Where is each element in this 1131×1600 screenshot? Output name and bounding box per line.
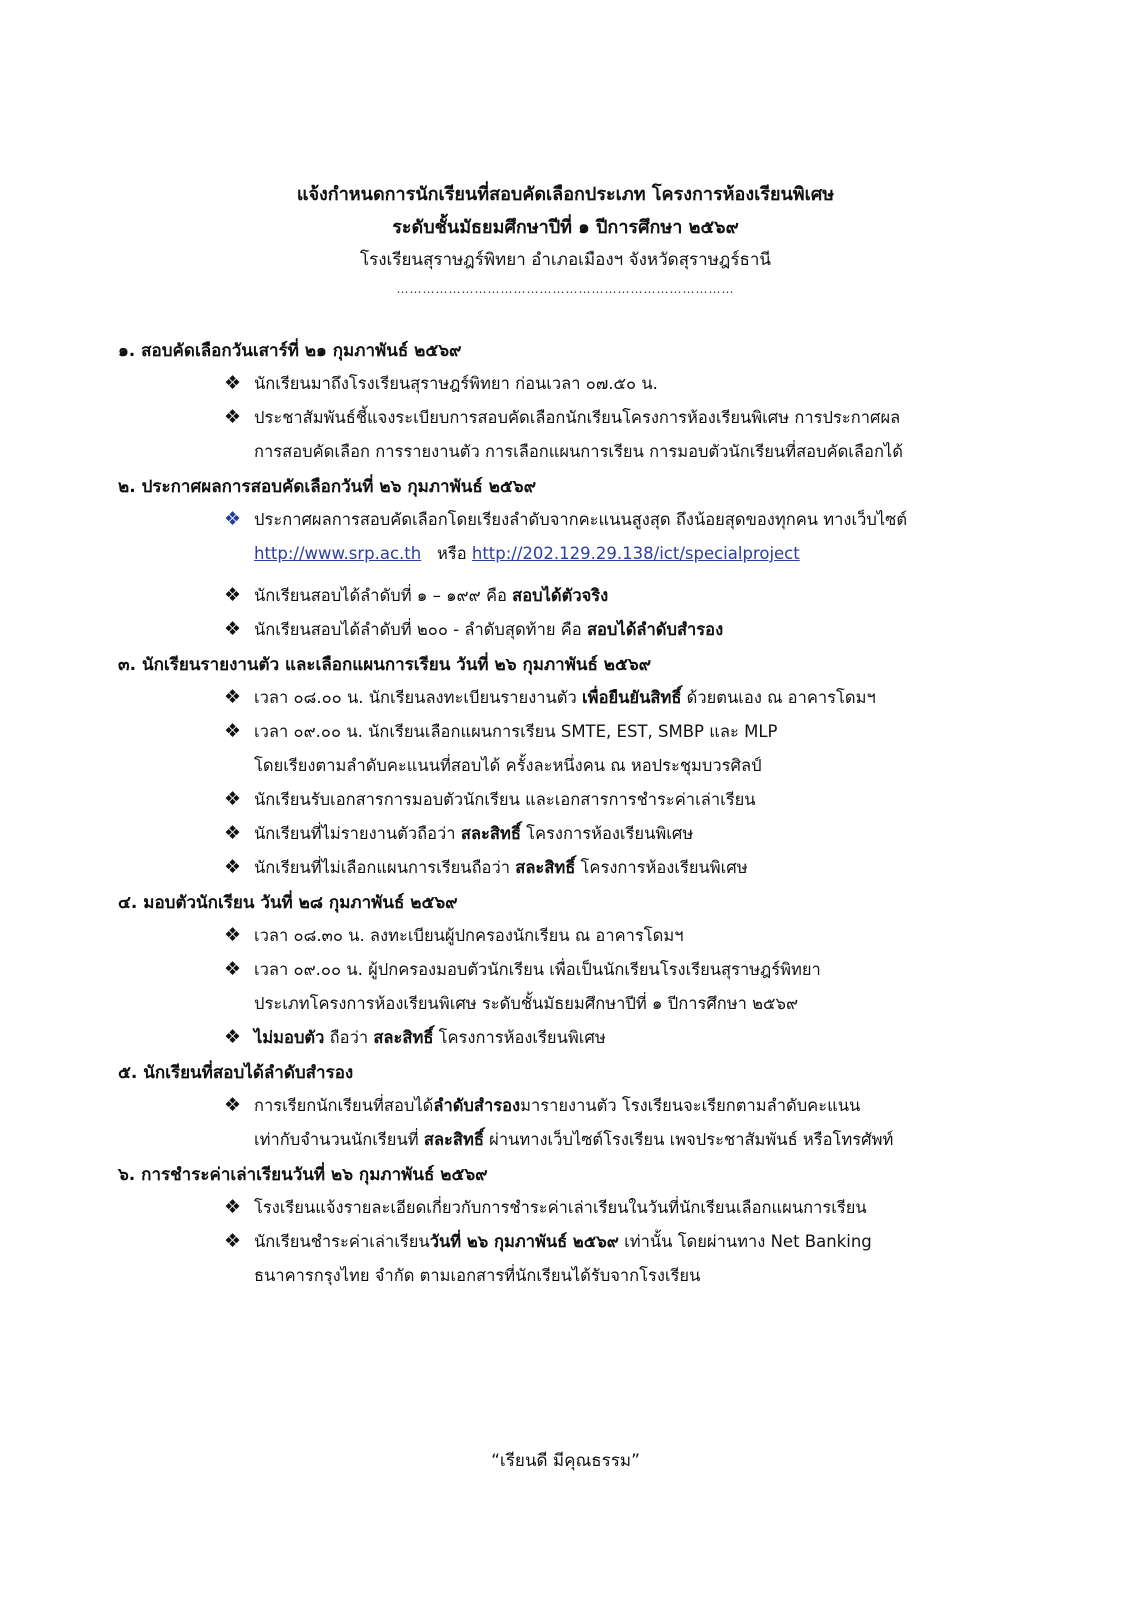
four-diamond-icon: ❖ xyxy=(224,584,242,606)
section-6-heading: ๖. การชำระค่าเล่าเรียนวันที่ ๒๖ กุมภาพันธ์ ๒๕๖๙ xyxy=(118,1165,488,1185)
dotted-divider: …………………………………………………………………… xyxy=(396,282,735,296)
document-header xyxy=(0,178,1131,301)
four-diamond-icon: ❖ xyxy=(224,788,242,810)
special-project-link[interactable]: http://202.129.29.138/ict/specialproject xyxy=(471,544,800,563)
list-item-continuation: เท่ากับจำนวนนักเรียนที่ สละสิทธิ์ ผ่านทางเว็บไซต์โรงเรียน เพจประชาสัมพันธ์ หรือโทรศัพท์ xyxy=(254,1130,894,1149)
list-item-continuation: การสอบคัดเลือก การรายงานตัว การเลือกแผนการเรียน การมอบตัวนักเรียนที่สอบคัดเลือกได้ xyxy=(254,442,903,461)
list-item: ❖ เวลา ๐๘.๐๐ น. นักเรียนลงทะเบียนรายงานตัว เพื่อยืนยันสิทธิ์ ด้วยตนเอง ณ อาคารโดมฯ xyxy=(224,686,876,708)
section-3-heading: ๓. นักเรียนรายงานตัว และเลือกแผนการเรียน วันที่ ๒๖ กุมภาพันธ์ ๒๕๖๙ xyxy=(118,655,652,675)
list-item: ❖ โรงเรียนแจ้งรายละเอียดเกี่ยวกับการชำระค่าเล่าเรียนในวันที่นักเรียนเลือกแผนการเรียน xyxy=(224,1196,867,1218)
four-diamond-icon: ❖ xyxy=(224,508,242,530)
four-diamond-icon: ❖ xyxy=(224,1196,242,1218)
four-diamond-icon: ❖ xyxy=(224,958,242,980)
four-diamond-icon: ❖ xyxy=(224,856,242,878)
list-item: ❖ เวลา ๐๘.๓๐ น. ลงทะเบียนผู้ปกครองนักเรียน ณ อาคารโดมฯ xyxy=(224,924,684,946)
four-diamond-icon: ❖ xyxy=(224,1094,242,1116)
list-item: ❖ ประกาศผลการสอบคัดเลือกโดยเรียงลำดับจากคะแนนสูงสุด ถึงน้อยสุดของทุกคน ทางเว็บไซต์ xyxy=(224,508,908,530)
list-item-continuation: โดยเรียงตามลำดับคะแนนที่สอบได้ ครั้งละหนึ่งคน ณ หอประชุมบวรศิลป์ xyxy=(254,756,762,775)
four-diamond-icon: ❖ xyxy=(224,372,242,394)
list-item: ❖ ไม่มอบตัว ถือว่า สละสิทธิ์ โครงการห้องเรียนพิเศษ xyxy=(224,1026,606,1048)
list-item: ❖ นักเรียนสอบได้ลำดับที่ ๒๐๐ - ลำดับสุดท้าย คือ สอบได้ลำดับสำรอง xyxy=(224,618,724,640)
list-item: ❖ นักเรียนที่ไม่เลือกแผนการเรียนถือว่า สละสิทธิ์ โครงการห้องเรียนพิเศษ xyxy=(224,856,748,878)
list-item: ❖ นักเรียนที่ไม่รายงานตัวถือว่า สละสิทธิ์ โครงการห้องเรียนพิเศษ xyxy=(224,822,694,844)
list-item: ❖ นักเรียนชำระค่าเล่าเรียนวันที่ ๒๖ กุมภาพันธ์ ๒๕๖๙ เท่านั้น โดยผ่านทาง Net Banking xyxy=(224,1230,872,1252)
list-item: ❖ การเรียกนักเรียนที่สอบได้ลำดับสำรองมารายงานตัว โรงเรียนจะเรียกตามลำดับคะแนน xyxy=(224,1094,861,1116)
list-item: ❖ ประชาสัมพันธ์ชี้แจงระเบียบการสอบคัดเลือกนักเรียนโครงการห้องเรียนพิเศษ การประกาศผล xyxy=(224,406,901,428)
list-item-continuation: ธนาคารกรุงไทย จำกัด ตามเอกสารที่นักเรียนได้รับจากโรงเรียน xyxy=(254,1266,701,1285)
four-diamond-icon: ❖ xyxy=(224,822,242,844)
four-diamond-icon: ❖ xyxy=(224,406,242,428)
four-diamond-icon: ❖ xyxy=(224,1230,242,1252)
list-item: ❖ นักเรียนสอบได้ลำดับที่ ๑ – ๑๙๙ คือ สอบได้ตัวจริง xyxy=(224,584,609,606)
section-1-heading: ๑. สอบคัดเลือกวันเสาร์ที่ ๒๑ กุมภาพันธ์ ๒๕๖๙ xyxy=(118,341,462,361)
document-subtitle: ระดับชั้นมัธยมศึกษาปีที่ ๑ ปีการศึกษา ๒๕๖๙ xyxy=(392,217,739,238)
school-motto: “เรียนดี มีคุณธรรม” xyxy=(491,1451,640,1471)
section-5-heading: ๕. นักเรียนที่สอบได้ลำดับสำรอง xyxy=(118,1063,354,1083)
four-diamond-icon: ❖ xyxy=(224,924,242,946)
list-item: ❖ เวลา ๐๙.๐๐ น. ผู้ปกครองมอบตัวนักเรียน เพื่อเป็นนักเรียนโรงเรียนสุราษฎร์พิทยา xyxy=(224,958,821,980)
document-title: แจ้งกำหนดการนักเรียนที่สอบคัดเลือกประเภท โครงการห้องเรียนพิเศษ xyxy=(296,184,835,205)
list-item-continuation: ประเภทโครงการห้องเรียนพิเศษ ระดับชั้นมัธยมศึกษาปีที่ ๑ ปีการศึกษา ๒๕๖๙ xyxy=(254,994,799,1013)
four-diamond-icon: ❖ xyxy=(224,1026,242,1048)
list-item: ❖ เวลา ๐๙.๐๐ น. นักเรียนเลือกแผนการเรียน SMTE, EST, SMBP และ MLP xyxy=(224,720,778,742)
section-2-heading: ๒. ประกาศผลการสอบคัดเลือกวันที่ ๒๖ กุมภาพันธ์ ๒๕๖๙ xyxy=(118,477,537,497)
announcement-links xyxy=(254,541,800,567)
section-4-heading: ๔. มอบตัวนักเรียน วันที่ ๒๘ กุมภาพันธ์ ๒๕๖๙ xyxy=(118,893,458,913)
list-item: ❖ นักเรียนมาถึงโรงเรียนสุราษฎร์พิทยา ก่อนเวลา ๐๗.๕๐ น. xyxy=(224,372,658,394)
or-text: หรือ xyxy=(436,544,467,563)
school-website-link[interactable]: http://www.srp.ac.th xyxy=(254,544,422,563)
list-item: ❖ นักเรียนรับเอกสารการมอบตัวนักเรียน และเอกสารการชำระค่าเล่าเรียน xyxy=(224,788,756,810)
school-name: โรงเรียนสุราษฎร์พิทยา อำเภอเมืองฯ จังหวัดสุราษฎร์ธานี xyxy=(359,250,772,270)
four-diamond-icon: ❖ xyxy=(224,618,242,640)
four-diamond-icon: ❖ xyxy=(224,720,242,742)
four-diamond-icon: ❖ xyxy=(224,686,242,708)
